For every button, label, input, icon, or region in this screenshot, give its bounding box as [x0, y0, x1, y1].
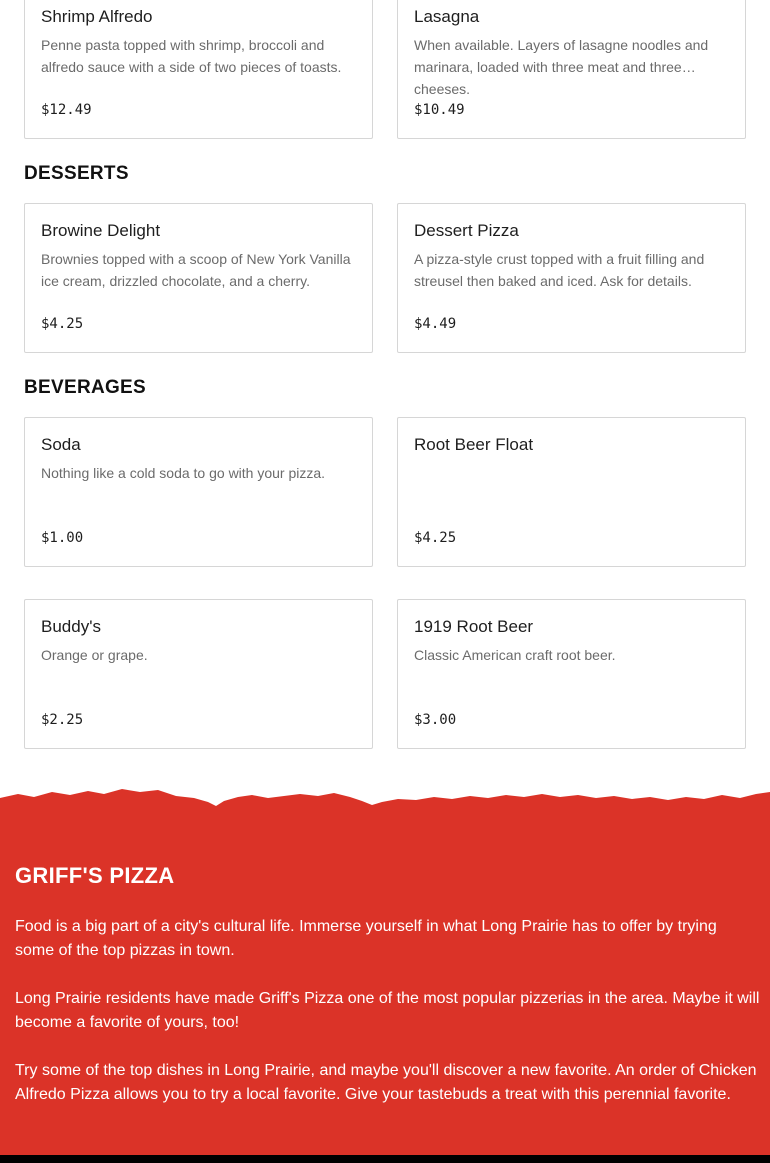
menu-item-card[interactable] — [397, 599, 746, 749]
menu-item-card[interactable] — [397, 417, 746, 567]
section-title-desserts: DESSERTS — [24, 163, 129, 184]
menu-item-price: $2.25 — [41, 712, 84, 728]
section-title-beverages: BEVERAGES — [24, 377, 147, 398]
menu-item-card[interactable] — [24, 203, 373, 353]
bottom-bar — [0, 1155, 770, 1163]
menu-item-card[interactable] — [24, 417, 373, 567]
menu-item-card[interactable] — [397, 203, 746, 353]
menu-item-name: Lasagna — [414, 7, 480, 26]
menu-item-card[interactable] — [397, 0, 746, 139]
menu-item-name: 1919 Root Beer — [414, 617, 534, 636]
menu-item-price: $1.00 — [41, 530, 84, 546]
menu-item-price: $10.49 — [414, 102, 465, 118]
menu-item-name: Buddy's — [41, 617, 101, 636]
menu-item-name: Shrimp Alfredo — [41, 7, 153, 26]
menu-item-description: A pizza-style crust topped with a fruit filling and streusel then baked and iced. Ask for details. — [414, 251, 705, 289]
footer-brand-title: GRIFF'S PIZZA — [15, 863, 175, 888]
menu-item-card[interactable] — [24, 0, 373, 139]
site-footer — [0, 788, 770, 1163]
menu-item-description: When available. Layers of lasagne noodles and marinara, loaded with three meat and three cheeses. — [414, 37, 709, 97]
menu-item-price: $12.49 — [41, 102, 92, 118]
menu-item-description: Penne pasta topped with shrimp, broccoli and alfredo sauce with a side of two pieces of toasts. — [41, 37, 342, 75]
menu-item-name: Browine Delight — [41, 221, 161, 240]
menu-item-price: $4.49 — [414, 316, 457, 332]
footer-paragraph: Try some of the top dishes in Long Prairie, and maybe you'll discover a new favorite. An order of Chicken Alfredo Pizza allows you to try a local favorite. Give your tastebuds a treat with this perennial favorite. — [15, 1062, 757, 1103]
menu-item-name: Root Beer Float — [414, 435, 534, 454]
menu-item-price: $4.25 — [41, 316, 84, 332]
menu-item-price: $4.25 — [414, 530, 457, 546]
footer-paragraph: Food is a big part of a city's cultural life. Immerse yourself in what Long Prairie has to offer by trying some of the top pizzas in town. — [15, 918, 717, 959]
menu-item-name: Dessert Pizza — [414, 221, 519, 240]
menu-item-card[interactable] — [24, 599, 373, 749]
menu-item-description: Brownies topped with a scoop of New York Vanilla ice cream, drizzled chocolate, and a cherry. — [41, 251, 351, 289]
footer-paragraph: Long Prairie residents have made Griff's Pizza one of the most popular pizzerias in the area. Maybe it will become a favorite of yours, too! — [15, 990, 760, 1031]
menu-item-description: Nothing like a cold soda to go with your pizza. — [41, 465, 326, 481]
menu-item-price: $3.00 — [414, 712, 457, 728]
menu-item-name: Soda — [41, 435, 81, 454]
menu-item-description: Orange or grape. — [41, 647, 148, 663]
menu-item-description: Classic American craft root beer. — [414, 647, 616, 663]
